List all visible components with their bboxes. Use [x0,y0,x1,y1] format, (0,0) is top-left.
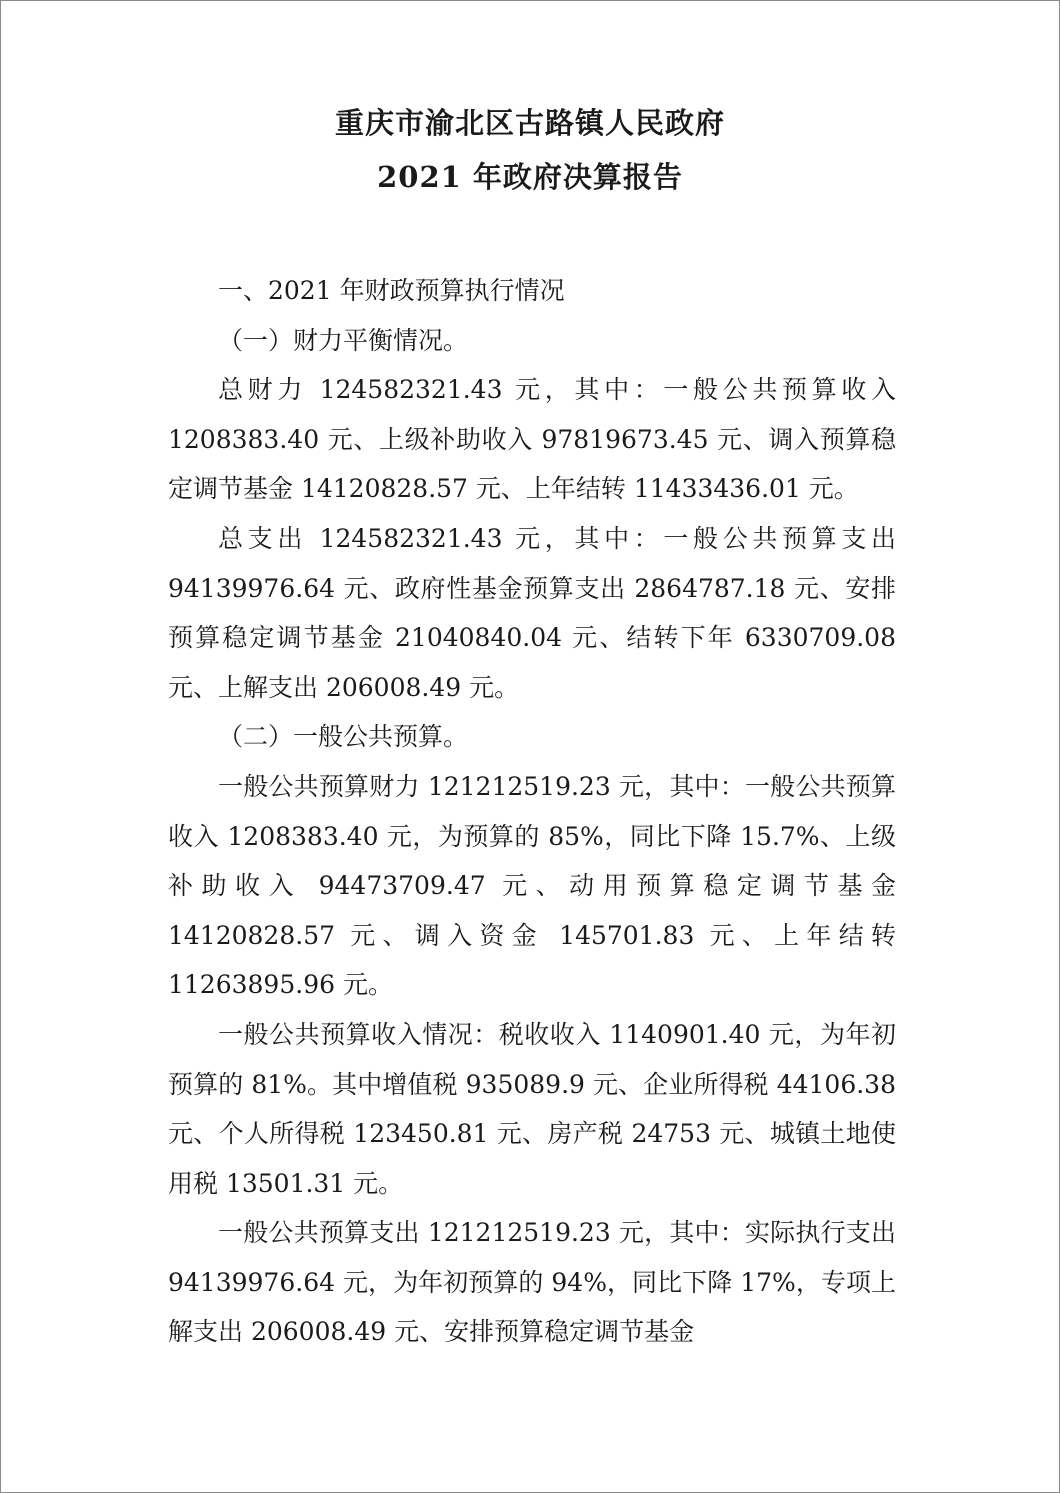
paragraph-total-revenue: 总财力 124582321.43 元，其中：一般公共预算收入 1208383.40 元、上级补助收入 97819673.45 元、调入预算稳定调节基金 14120828.57 元、上年结转 11433436.01 元。 [168,375,896,504]
document-body [168,266,896,1357]
paragraph-total-expenditure: 总支出 124582321.43 元，其中：一般公共预算支出 94139976.64 元、政府性基金预算支出 2864787.18 元、安排预算稳定调节基金 21040840.04 元、结转下年 6330709.08 元、上解支出 206008.49 元。 [168,523,896,702]
paragraph-general-budget-funds: 一般公共预算财力 121212519.23 元，其中：一般公共预算收入 1208383.40 元，为预算的 85%，同比下降 15.7%、上级补助收入 94473709.47 元、动用预算稳定调节基金 14120828.57 元、调入资金 145701.83 元、上年结转 11263895.96 元。 [168,771,896,1000]
document-title-line-2: 2021 年政府决算报告 [377,160,683,194]
paragraph-general-budget-income: 一般公共预算收入情况：税收收入 1140901.40 元，为年初预算的 81%。其中增值税 935089.9 元、企业所得税 44106.38 元、个人所得税 123450.81 元、房产税 24753 元、城镇土地使用税 13501.31 元。 [168,1019,896,1198]
document-title-line-1: 重庆市渝北区古路镇人民政府 [334,106,725,140]
section-heading: 一、2021 年财政预算执行情况 [218,276,565,305]
subsection-heading: （一）财力平衡情况。 [218,325,469,355]
subsection-heading: （二）一般公共预算。 [218,722,469,752]
paragraph-general-budget-expenditure: 一般公共预算支出 121212519.23 元，其中：实际执行支出 94139976.64 元，为年初预算的 94%，同比下降 17%，专项上解支出 206008.49 元、安排预算稳定调节基金 [168,1218,896,1347]
